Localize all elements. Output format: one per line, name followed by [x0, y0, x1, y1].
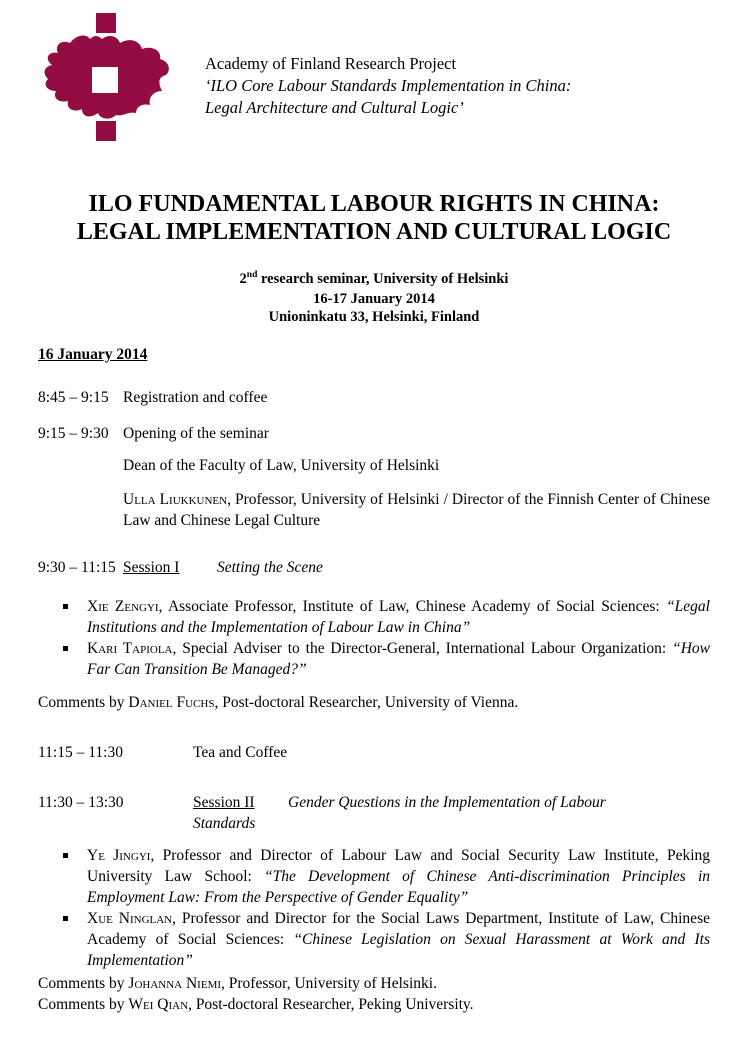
agenda-desc: Registration and coffee: [123, 389, 268, 406]
speaker-dean: Dean of the Faculty of Law, University of Helsinki: [123, 457, 440, 474]
session2-comments-1: [38, 973, 710, 994]
commentator-affiliation: , Post-doctoral Researcher, Peking University.: [188, 996, 474, 1013]
agenda-row-opening: [38, 423, 710, 444]
page-title-line1: ILO FUNDAMENTAL LABOUR RIGHTS IN CHINA:: [88, 191, 660, 217]
speaker-affiliation: , Professor and Director of Labour Law and Social Security Law Institute, Peking University Law School:: [87, 847, 711, 885]
flame-logo-icon: [40, 13, 172, 141]
page-title-line2: LEGAL IMPLEMENTATION AND CULTURAL LOGIC: [76, 219, 672, 245]
agenda-row-tea: [38, 742, 710, 763]
commentator-name: Johanna Niemi: [128, 975, 222, 992]
seminar-host: research seminar, University of Helsinki: [257, 271, 509, 287]
commentator-name: Wei Qian: [128, 996, 189, 1013]
agenda-time: 8:45 – 9:15: [38, 389, 109, 406]
agenda-row-session2: [38, 792, 710, 813]
session-theme: Setting the Scene: [217, 559, 323, 576]
speaker-name: Kari Tapiola: [87, 640, 173, 657]
session-theme-line2: Standards: [193, 815, 256, 832]
paper-title: “Chinese Legislation on Sexual Harassment at Work and Its Implementation”: [87, 931, 711, 969]
page-title: [38, 190, 710, 246]
seminar-venue: Unioninkatu 33, Helsinki, Finland: [268, 309, 480, 325]
speaker-affiliation: , Professor, University of Helsinki / Director of the Finnish Center of Chinese Law and Chinese Legal Culture: [123, 491, 711, 529]
paper-title: “Legal Institutions and the Implementation of Labour Law in China”: [87, 598, 710, 636]
session-label: [193, 792, 288, 813]
session-label-text: Session I: [123, 559, 180, 576]
session-theme-line1: Gender Questions in the Implementation of Labour: [288, 794, 606, 811]
project-title-block: [205, 53, 571, 119]
agenda-row-registration: [38, 387, 710, 408]
seminar-number: 2: [239, 271, 247, 287]
speaker-bullet-xie-zengyi: [62, 596, 710, 638]
agenda-desc: Opening of the seminar: [123, 425, 269, 442]
day-heading-text: 16 January 2014: [38, 346, 148, 363]
speaker-name: Ulla Liukkunen: [123, 491, 228, 508]
agenda-time: 11:15 – 11:30: [38, 744, 123, 761]
commentator-name: Daniel Fuchs: [128, 694, 215, 711]
paper-title: “How Far Can Transition Be Managed?”: [87, 640, 710, 678]
speaker-bullet-ye-jingyi: [62, 845, 710, 908]
seminar-edition-line: [38, 270, 710, 290]
comments-prefix: Comments by: [38, 996, 129, 1013]
speaker-bullet-xue-ninglan: [62, 908, 710, 971]
university-of-helsinki-logo: [40, 13, 172, 141]
agenda-row-session1: [38, 557, 710, 578]
speaker-liukkunen: [123, 489, 710, 531]
speaker-name: Xie Zengyi: [87, 598, 159, 615]
agenda-time: 9:30 – 11:15: [38, 559, 116, 576]
agenda-desc: Tea and Coffee: [193, 744, 288, 761]
speaker-affiliation: , Special Adviser to the Director-General, International Labour Organization:: [172, 640, 673, 657]
speaker-affiliation: , Associate Professor, Institute of Law, Chinese Academy of Social Sciences:: [158, 598, 667, 615]
paper-title: “The Development of Chinese Anti-discrimination Principles in Employment Law: From the Perspective of Gender Equality”: [87, 868, 711, 906]
session1-comments: [38, 692, 710, 713]
speaker-name: Ye Jingyi: [87, 847, 151, 864]
comments-prefix: Comments by: [38, 694, 129, 711]
comments-prefix: Comments by: [38, 975, 129, 992]
document-header: [38, 13, 710, 141]
speaker-bullet-kari-tapiola: [62, 638, 710, 680]
session-label-text: Session II: [193, 794, 255, 811]
project-subtitle-line2: Legal Architecture and Cultural Logic’: [205, 98, 464, 117]
seminar-ordinal: nd: [246, 270, 258, 280]
agenda-time: 11:30 – 13:30: [38, 794, 124, 811]
seminar-dates: 16-17 January 2014: [313, 291, 435, 307]
session2-comments-2: [38, 994, 710, 1015]
session1-speaker-list: [38, 596, 710, 680]
agenda-time: 9:15 – 9:30: [38, 425, 109, 442]
speaker-affiliation: , Professor and Director for the Social Laws Department, Institute of Law, Chinese Academy of Social Sciences:: [87, 910, 710, 948]
project-name: Academy of Finland Research Project: [205, 54, 457, 73]
session2-speaker-list: [38, 845, 710, 971]
session-label: [123, 557, 217, 578]
speaker-name: Xue Ninglan: [87, 910, 173, 927]
seminar-subtitle: [38, 270, 710, 326]
commentator-affiliation: , Professor, University of Helsinki.: [221, 975, 437, 992]
day-heading: [38, 344, 710, 365]
project-subtitle-line1: ‘ILO Core Labour Standards Implementation in China:: [205, 76, 572, 95]
commentator-affiliation: , Post-doctoral Researcher, University of Vienna.: [214, 694, 519, 711]
